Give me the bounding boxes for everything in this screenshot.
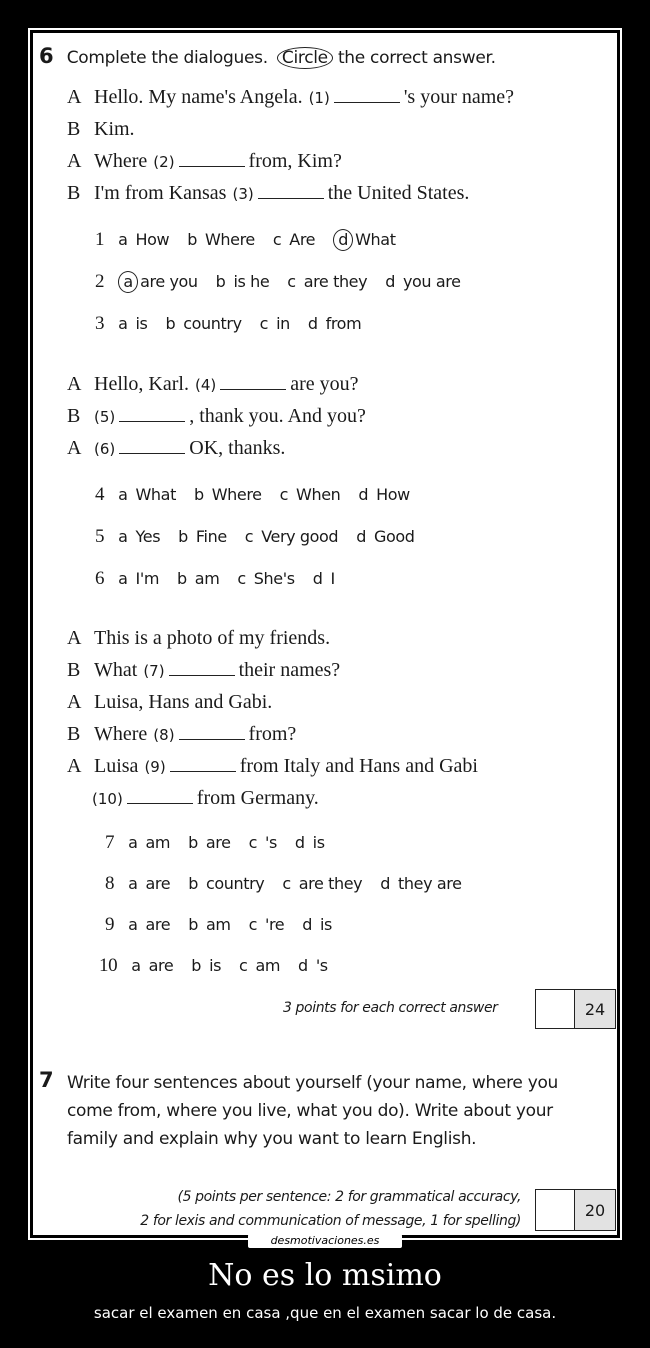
- option-a[interactable]: [118, 230, 169, 249]
- option-letter: a: [131, 956, 141, 975]
- option-b[interactable]: [188, 915, 230, 934]
- option-text: are: [148, 956, 174, 975]
- option-text: I'm: [135, 569, 160, 588]
- option-letter: c: [244, 527, 254, 546]
- answer-gap[interactable]: [179, 165, 245, 167]
- option-letter: a: [128, 915, 138, 934]
- option-text: How: [376, 485, 410, 504]
- option-letter: b: [187, 230, 197, 249]
- option-row: [95, 313, 379, 335]
- option-a[interactable]: [131, 956, 173, 975]
- option-letter: a: [118, 527, 128, 546]
- option-letter: c: [272, 230, 282, 249]
- option-row: [95, 484, 428, 506]
- option-letter: a: [128, 874, 138, 893]
- line-text: OK, thanks.: [189, 437, 286, 459]
- option-text: Are: [289, 230, 316, 249]
- section-number: 6: [39, 44, 54, 68]
- answer-gap[interactable]: [119, 420, 185, 422]
- option-letter: a: [118, 569, 128, 588]
- answer-gap[interactable]: [258, 197, 324, 199]
- gap-number: (10): [92, 790, 123, 808]
- instruction-line: Write four sentences about yourself (your name, where you: [67, 1073, 559, 1093]
- dialogue-line: [67, 627, 330, 650]
- option-text: How: [135, 230, 170, 249]
- option-text: Fine: [195, 527, 227, 546]
- answer-gap[interactable]: [169, 674, 235, 676]
- option-row: [105, 914, 350, 936]
- answer-gap[interactable]: [179, 738, 245, 740]
- option-b[interactable]: [191, 956, 221, 975]
- line-text: are you?: [290, 373, 359, 395]
- option-row: [95, 229, 414, 251]
- option-text: 're: [264, 915, 285, 934]
- answer-gap[interactable]: [119, 452, 185, 454]
- speaker-label: B: [67, 182, 81, 204]
- option-c[interactable]: [249, 915, 285, 934]
- option-c[interactable]: [237, 569, 294, 588]
- speaker-label: A: [67, 150, 82, 172]
- score-blank[interactable]: [536, 990, 575, 1028]
- option-c[interactable]: [287, 272, 367, 291]
- option-letter: b: [188, 915, 198, 934]
- option-letter: a: [118, 485, 128, 504]
- option-text: Yes: [135, 527, 161, 546]
- option-b[interactable]: [188, 833, 230, 852]
- option-d[interactable]: [298, 956, 328, 975]
- gap-number: (8): [153, 726, 175, 744]
- option-letter: c: [239, 956, 248, 975]
- line-text: Kim.: [94, 118, 135, 140]
- option-row: [105, 832, 343, 854]
- instruction-line: come from, where you live, what you do). Write about your: [67, 1101, 553, 1121]
- line-text: I'm from Kansas: [94, 182, 227, 204]
- option-letter: b: [188, 833, 198, 852]
- line-text: Where: [94, 150, 148, 172]
- option-letter: b: [191, 956, 202, 975]
- question-number: 7: [105, 832, 115, 853]
- gap-number: (4): [194, 376, 217, 394]
- option-b[interactable]: [194, 485, 262, 504]
- option-b[interactable]: [216, 272, 270, 291]
- option-b[interactable]: [177, 569, 219, 588]
- option-row: [99, 955, 346, 977]
- dialogue-line: [67, 182, 469, 205]
- option-text: are they: [298, 874, 363, 893]
- option-a[interactable]: [118, 527, 160, 546]
- dialogue-line: [65, 787, 319, 810]
- dialogue-line: [67, 118, 135, 141]
- question-number: 5: [95, 526, 105, 547]
- points-note: 2 for lexis and communication of message, 1 for spelling): [140, 1213, 521, 1229]
- option-text: Where: [211, 485, 262, 504]
- option-letter: b: [215, 272, 226, 291]
- option-letter: b: [188, 874, 198, 893]
- line-text: What: [94, 659, 138, 681]
- option-letter: c: [237, 569, 246, 588]
- option-text: am: [194, 569, 220, 588]
- option-b[interactable]: [187, 230, 255, 249]
- option-c[interactable]: [245, 527, 338, 546]
- dialogue-line: [67, 691, 272, 714]
- option-letter: c: [287, 272, 296, 291]
- option-letter: d: [312, 569, 323, 588]
- line-text: Luisa: [94, 755, 139, 777]
- line-text: from, Kim?: [248, 150, 342, 172]
- question-number: 6: [95, 568, 105, 589]
- speaker-label: A: [67, 86, 82, 108]
- option-d[interactable]: [308, 314, 361, 333]
- option-b[interactable]: [178, 527, 227, 546]
- line-text: the United States.: [327, 182, 470, 204]
- option-letter: d: [358, 485, 369, 504]
- instruction-line: family and explain why you want to learn English.: [67, 1129, 477, 1149]
- line-text: from?: [248, 723, 297, 745]
- option-row: [105, 873, 480, 895]
- option-a[interactable]: [118, 569, 159, 588]
- option-letter: d: [333, 229, 353, 251]
- score-box-7: [535, 1189, 616, 1231]
- option-d[interactable]: [333, 230, 395, 249]
- option-letter: a: [118, 271, 138, 293]
- option-d[interactable]: [313, 569, 335, 588]
- speaker-label: A: [67, 627, 82, 649]
- question-number: 1: [95, 229, 105, 250]
- option-row: [95, 568, 353, 590]
- option-b[interactable]: [166, 314, 242, 333]
- option-text: from: [325, 314, 362, 333]
- option-c[interactable]: [239, 956, 280, 975]
- option-row: [95, 271, 479, 293]
- speaker-label: A: [67, 755, 82, 777]
- option-b[interactable]: [188, 874, 264, 893]
- option-letter: a: [128, 833, 138, 852]
- option-text: When: [296, 485, 341, 504]
- option-text: is: [320, 915, 332, 934]
- option-letter: d: [385, 272, 395, 291]
- option-text: What: [135, 485, 176, 504]
- option-d[interactable]: [302, 915, 332, 934]
- question-number: 10: [99, 955, 118, 976]
- gap-number: (2): [153, 153, 175, 171]
- option-text: am: [255, 956, 281, 975]
- speaker-label: A: [67, 437, 82, 459]
- gap-number: (7): [143, 662, 165, 680]
- question-number: 4: [95, 484, 105, 505]
- option-text: you are: [402, 272, 461, 291]
- option-text: am: [205, 915, 231, 934]
- option-c[interactable]: [280, 485, 341, 504]
- option-text: is: [135, 314, 148, 333]
- dialogue-line: [67, 405, 366, 428]
- option-letter: b: [165, 314, 176, 333]
- option-text: 's: [315, 956, 328, 975]
- option-text: am: [145, 833, 171, 852]
- option-c[interactable]: [282, 874, 362, 893]
- option-a[interactable]: [128, 874, 170, 893]
- option-text: is: [312, 833, 325, 852]
- score-blank[interactable]: [536, 1190, 575, 1230]
- option-a[interactable]: [118, 272, 198, 291]
- gap-number: (5): [94, 408, 116, 426]
- caption-subtitle: sacar el examen en casa ,que en el examen sacar lo de casa.: [93, 1304, 557, 1322]
- option-letter: c: [248, 833, 257, 852]
- option-letter: c: [282, 874, 291, 893]
- option-letter: a: [118, 314, 128, 333]
- option-text: is he: [233, 272, 270, 291]
- option-d[interactable]: [358, 485, 409, 504]
- option-letter: b: [178, 527, 188, 546]
- option-text: Good: [373, 527, 415, 546]
- option-row: [95, 526, 433, 548]
- option-letter: d: [294, 833, 305, 852]
- dialogue-line: [67, 373, 359, 396]
- option-a[interactable]: [128, 833, 170, 852]
- option-text: She's: [253, 569, 295, 588]
- question-number: 3: [95, 313, 105, 334]
- speaker-label: B: [67, 659, 81, 681]
- option-letter: d: [298, 956, 308, 975]
- line-text: Hello, Karl.: [94, 373, 189, 395]
- option-letter: a: [118, 230, 128, 249]
- section-6-header: [39, 44, 496, 68]
- option-text: What: [355, 230, 396, 249]
- option-letter: b: [193, 485, 204, 504]
- option-letter: d: [380, 874, 391, 893]
- line-text: , thank you. And you?: [189, 405, 366, 427]
- speaker-label: A: [67, 691, 82, 713]
- option-text: are: [145, 915, 171, 934]
- option-text: is: [209, 956, 222, 975]
- score-box-6: [535, 989, 616, 1029]
- gap-number: (9): [144, 758, 166, 776]
- section-number: 7: [39, 1068, 54, 1092]
- option-a[interactable]: [118, 485, 176, 504]
- option-text: in: [276, 314, 290, 333]
- line-text: their names?: [238, 659, 341, 681]
- option-text: Very good: [261, 527, 339, 546]
- speaker-label: B: [67, 723, 81, 745]
- option-a[interactable]: [128, 915, 170, 934]
- option-d[interactable]: [356, 527, 414, 546]
- dialogue-line: [67, 150, 342, 173]
- line-text: Hello. My name's Angela.: [94, 86, 303, 108]
- option-d[interactable]: [385, 272, 460, 291]
- question-number: 9: [105, 914, 115, 935]
- option-text: country: [205, 874, 265, 893]
- answer-gap[interactable]: [334, 101, 400, 103]
- score-total: 20: [575, 1190, 615, 1230]
- exam-page: [33, 33, 617, 1235]
- speaker-label: A: [67, 373, 82, 395]
- instruction-text: Complete the dialogues.: [66, 48, 268, 68]
- dialogue-line: [67, 437, 285, 460]
- option-text: I: [330, 569, 335, 588]
- option-letter: b: [177, 569, 187, 588]
- option-text: 's: [264, 833, 277, 852]
- option-c[interactable]: [260, 314, 290, 333]
- option-letter: c: [248, 915, 257, 934]
- option-text: country: [183, 314, 242, 333]
- dialogue-line: [67, 659, 340, 682]
- dialogue-line: [67, 723, 296, 746]
- option-text: Where: [205, 230, 255, 249]
- question-number: 2: [95, 271, 105, 292]
- caption-title: No es lo msimo: [208, 1258, 442, 1293]
- option-a[interactable]: [118, 314, 147, 333]
- answer-gap[interactable]: [127, 802, 193, 804]
- circle-word: Circle: [277, 47, 333, 69]
- option-d[interactable]: [295, 833, 325, 852]
- option-text: they are: [398, 874, 462, 893]
- question-number: 8: [105, 873, 115, 894]
- points-note: (5 points per sentence: 2 for grammatical accuracy,: [177, 1189, 521, 1205]
- line-text: Luisa, Hans and Gabi.: [94, 691, 273, 713]
- option-letter: c: [259, 314, 269, 333]
- option-text: are you: [140, 272, 198, 291]
- option-text: are they: [303, 272, 368, 291]
- gap-number: (1): [308, 89, 330, 107]
- line-text: This is a photo of my friends.: [94, 627, 331, 649]
- instruction-text: the correct answer.: [337, 48, 496, 68]
- option-c[interactable]: [273, 230, 315, 249]
- option-d[interactable]: [380, 874, 461, 893]
- score-total: 24: [575, 990, 615, 1028]
- dialogue-line: [67, 755, 478, 778]
- answer-gap[interactable]: [220, 388, 286, 390]
- answer-gap[interactable]: [170, 770, 236, 772]
- option-letter: c: [279, 485, 289, 504]
- option-letter: d: [356, 527, 366, 546]
- speaker-label: B: [67, 405, 81, 427]
- option-text: are: [145, 874, 171, 893]
- speaker-label: B: [67, 118, 81, 140]
- line-text: from Italy and Hans and Gabi: [239, 755, 478, 777]
- option-letter: d: [302, 915, 313, 934]
- option-c[interactable]: [249, 833, 277, 852]
- line-text: from Germany.: [196, 787, 319, 809]
- watermark-logo: desmotivaciones.es: [248, 1234, 402, 1248]
- line-text: Where: [94, 723, 148, 745]
- dialogue-line: [67, 86, 514, 109]
- line-text: 's your name?: [403, 86, 515, 108]
- gap-number: (3): [232, 185, 254, 203]
- option-letter: d: [307, 314, 318, 333]
- option-text: are: [205, 833, 231, 852]
- points-note: 3 points for each correct answer: [283, 1000, 498, 1016]
- gap-number: (6): [94, 440, 116, 458]
